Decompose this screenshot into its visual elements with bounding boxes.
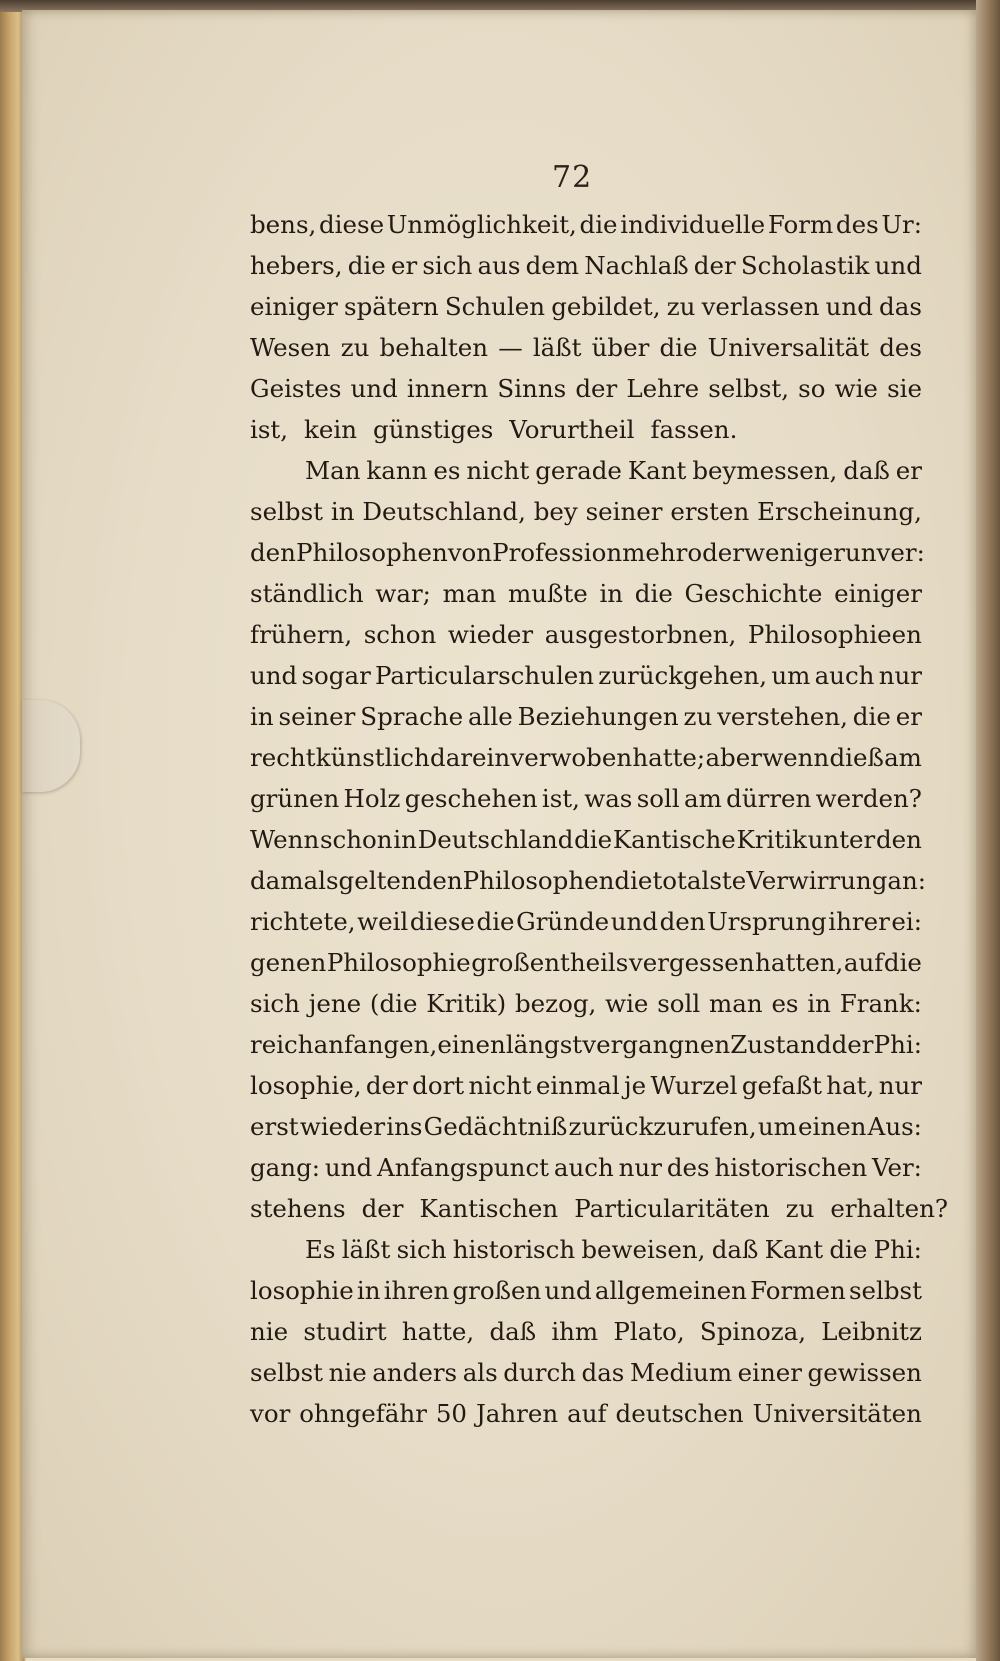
text-line: hebers, die er sich aus dem Nachlaß der Scholastik und: [250, 251, 922, 280]
text-line: Wenn schon in Deutschland die Kantische Kritik unter den: [250, 825, 922, 854]
text-line: gang: und Anfangspunct auch nur des historischen Ver:: [250, 1153, 922, 1182]
text-line: erst wieder ins Gedächtniß zurückzurufen, um einen Aus:: [250, 1112, 922, 1141]
text-line: reich anfangen, einen längst vergangnen Zustand der Phi:: [250, 1030, 922, 1059]
book-page: [22, 10, 976, 1658]
text-line: losophie in ihren großen und allgemeinen Formen selbst: [250, 1276, 922, 1305]
text-line: Wesen zu behalten — läßt über die Universalität des: [250, 333, 922, 362]
text-line: bens, diese Unmöglichkeit, die individuelle Form des Ur:: [250, 210, 922, 239]
text-line: Es läßt sich historisch beweisen, daß Kant die Phi:: [305, 1235, 922, 1264]
text-line: recht künstlich darein verwoben hatte; aber wenn dieß am: [250, 743, 922, 772]
text-line: nie studirt hatte, daß ihm Plato, Spinoza, Leibnitz: [250, 1317, 922, 1346]
text-line: genen Philosophie großentheils vergessen hatten, auf die: [250, 948, 922, 977]
text-line: frühern, schon wieder ausgestorbnen, Philosophieen: [250, 620, 922, 649]
text-line: in seiner Sprache alle Beziehungen zu verstehen, die er: [250, 702, 922, 731]
text-line: damals geltenden Philosophen die totalste Verwirrung an:: [250, 866, 927, 895]
page-right-edge: [976, 0, 1000, 1661]
text-line: vor ohngefähr 50 Jahren auf deutschen Universitäten: [250, 1399, 922, 1428]
text-line: ist, kein günstiges Vorurtheil fassen.: [250, 415, 738, 444]
page-number: 72: [552, 160, 593, 195]
text-line: selbst in Deutschland, bey seiner ersten Erscheinung,: [250, 497, 922, 526]
text-line: Man kann es nicht gerade Kant beymessen, daß er: [305, 456, 922, 485]
text-line: stehens der Kantischen Particularitäten zu erhalten?: [250, 1194, 949, 1223]
text-line: den Philosophen von Profession mehr oder weniger unver:: [250, 538, 925, 567]
text-line: und sogar Particularschulen zurückgehen, um auch nur: [250, 661, 922, 690]
text-line: ständlich war; man mußte in die Geschichte einiger: [250, 579, 922, 608]
text-line: einiger spätern Schulen gebildet, zu verlassen und das: [250, 292, 922, 321]
page-tab-mark: [22, 700, 80, 792]
text-line: losophie, der dort nicht einmal je Wurzel gefaßt hat, nur: [250, 1071, 922, 1100]
text-line: sich jene (die Kritik) bezog, wie soll man es in Frank:: [250, 989, 922, 1018]
text-line: richtete, weil diese die Gründe und den Ursprung ihrer ei:: [250, 907, 922, 936]
text-line: selbst nie anders als durch das Medium einer gewissen: [250, 1358, 922, 1387]
text-line: Geistes und innern Sinns der Lehre selbst, so wie sie: [250, 374, 922, 403]
body-text: [250, 210, 949, 1440]
text-line: grünen Holz geschehen ist, was soll am dürren werden?: [250, 784, 922, 813]
